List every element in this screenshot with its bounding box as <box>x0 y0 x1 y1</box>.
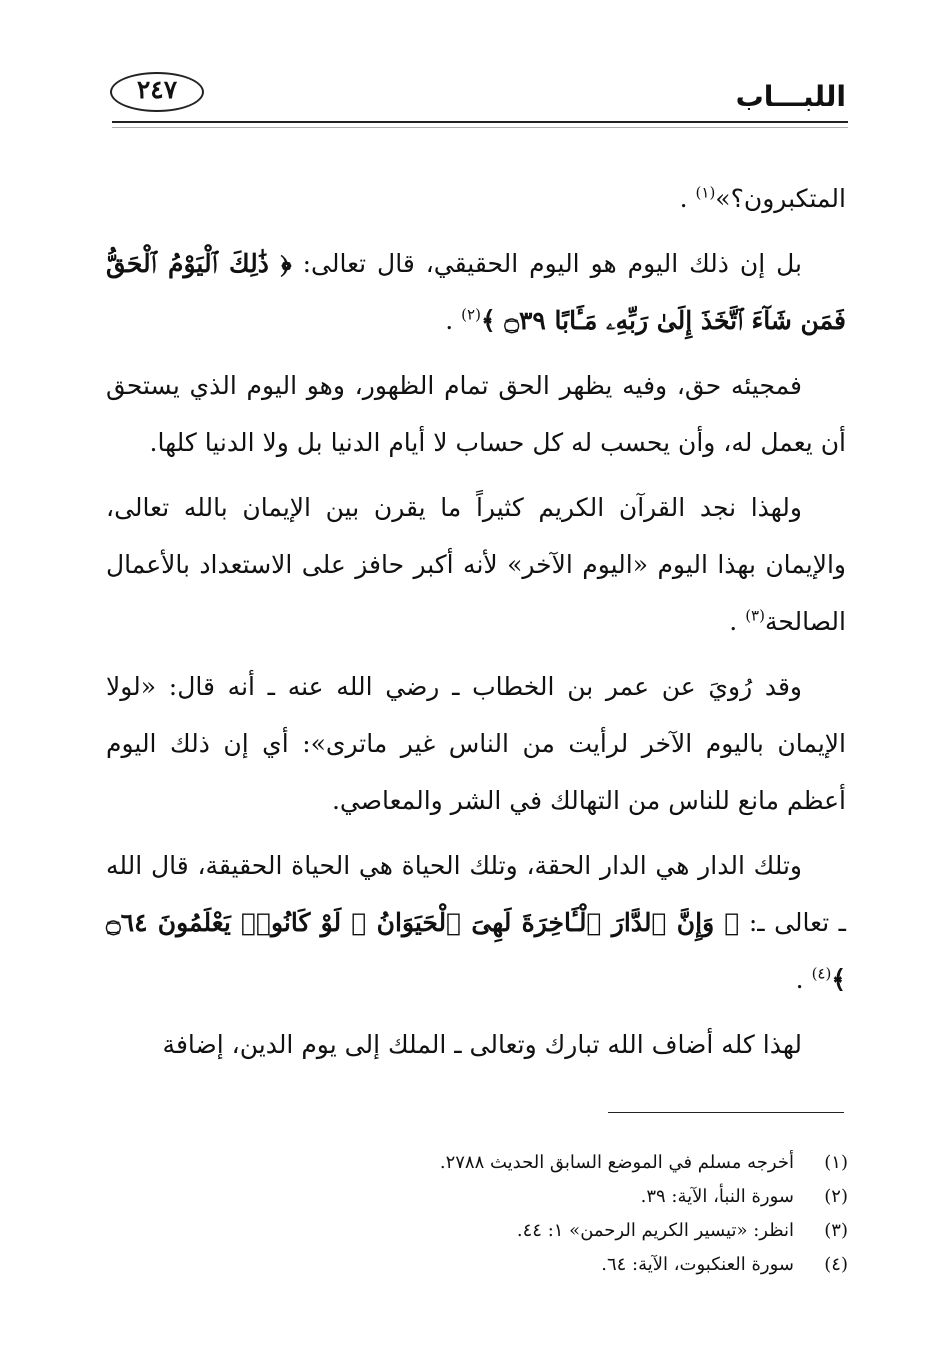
footnote-number: (٢) <box>824 1186 848 1207</box>
paragraph-2-intro: بل إن ذلك اليوم هو اليوم الحقيقي، قال تعالى: <box>291 249 803 278</box>
quran-verse-1: ﴿ ذَٰلِكَ ٱلْيَوْمُ ٱلْحَقُّ فَمَن شَآءَ ٱتَّخَذَ إِلَىٰ رَبِّهِۦ مَـَٔابًا ۝٣٩ ﴾ <box>106 249 846 335</box>
footnote-ref-3: (٣) <box>745 606 765 625</box>
footnote-ref-1: (١) <box>695 183 716 202</box>
paragraph-2-end: . <box>445 306 462 335</box>
body-text <box>106 170 846 1081</box>
header-rule <box>112 121 848 123</box>
footnote-text: أخرجه مسلم في الموضع السابق الحديث ٢٧٨٨. <box>439 1152 794 1173</box>
footnote-text: سورة العنكبوت، الآية: ٦٤. <box>601 1254 794 1275</box>
paragraph-2 <box>106 235 846 349</box>
footnote-number: (١) <box>824 1152 848 1173</box>
paragraph-5-text: وقد رُويَ عن عمر بن الخطاب ـ رضي الله عنه ـ أنه قال: «لولا الإيمان باليوم الآخر لرأيت من الناس غير ماترى»: أي إن ذلك اليوم أعظم مانع للناس من التهالك في الشر والمعاصي. <box>106 672 846 815</box>
quran-verse-2: ﴿ وَإِنَّ ٱلدَّارَ ٱلْـَٔاخِرَةَ لَهِىَ ٱلْحَيَوَانُ ۚ لَوْ كَانُوا۟ يَعْلَمُونَ ۝٦٤ ﴾ <box>106 908 846 994</box>
paragraph-5 <box>106 658 846 829</box>
footnote-ref-2: (٢) <box>461 305 481 324</box>
running-title: اللبـــاب <box>735 80 846 113</box>
paragraph-7 <box>106 1016 846 1073</box>
paragraph-4-text: ولهذا نجد القرآن الكريم كثيراً ما يقرن بين الإيمان بالله تعالى، والإيمان بهذا اليوم «اليوم الآخر» لأنه أكبر حافز على الاستعداد بالأعمال الصالحة <box>106 493 846 636</box>
footnote-number: (٤) <box>824 1254 848 1275</box>
paragraph-1-end: . <box>679 184 696 213</box>
paragraph-3-text: فمجيئه حق، وفيه يظهر الحق تمام الظهور، وهو اليوم الذي يستحق أن يعمل له، وأن يحسب له كل حساب لا أيام الدنيا بل ولا الدنيا كلها. <box>106 371 846 457</box>
paragraph-6-end: . <box>795 965 812 994</box>
paragraph-3 <box>106 357 846 471</box>
footnote-separator <box>608 1112 844 1113</box>
paragraph-4-end: . <box>729 607 746 636</box>
footnote-text: انظر: «تيسير الكريم الرحمن» ١: ٤٤. <box>516 1220 794 1241</box>
footnote-item <box>108 1214 848 1248</box>
header-rule-thin <box>112 127 848 128</box>
paragraph-7-text: لهذا كله أضاف الله تبارك وتعالى ـ الملك إلى يوم الدين، إضافة <box>162 1030 802 1059</box>
footnote-ref-4: (٤) <box>811 964 832 983</box>
paragraph-4 <box>106 479 846 650</box>
footnote-item <box>108 1146 848 1180</box>
paragraph-6-intro: وتلك الدار هي الدار الحقة، وتلك الحياة هي الحياة الحقيقة، قال الله ـ تعالى ـ: <box>106 851 846 937</box>
paragraph-1-text: المتكبرون؟» <box>715 184 846 213</box>
paragraph-1 <box>106 170 846 227</box>
footnote-number: (٣) <box>824 1220 848 1241</box>
footnotes <box>108 1146 848 1282</box>
page-number: ٢٤٧ <box>136 75 178 104</box>
page-number-badge <box>110 72 204 112</box>
footnote-item <box>108 1180 848 1214</box>
footnote-item <box>108 1248 848 1282</box>
footnote-text: سورة النبأ، الآية: ٣٩. <box>640 1186 794 1207</box>
paragraph-6 <box>106 837 846 1008</box>
